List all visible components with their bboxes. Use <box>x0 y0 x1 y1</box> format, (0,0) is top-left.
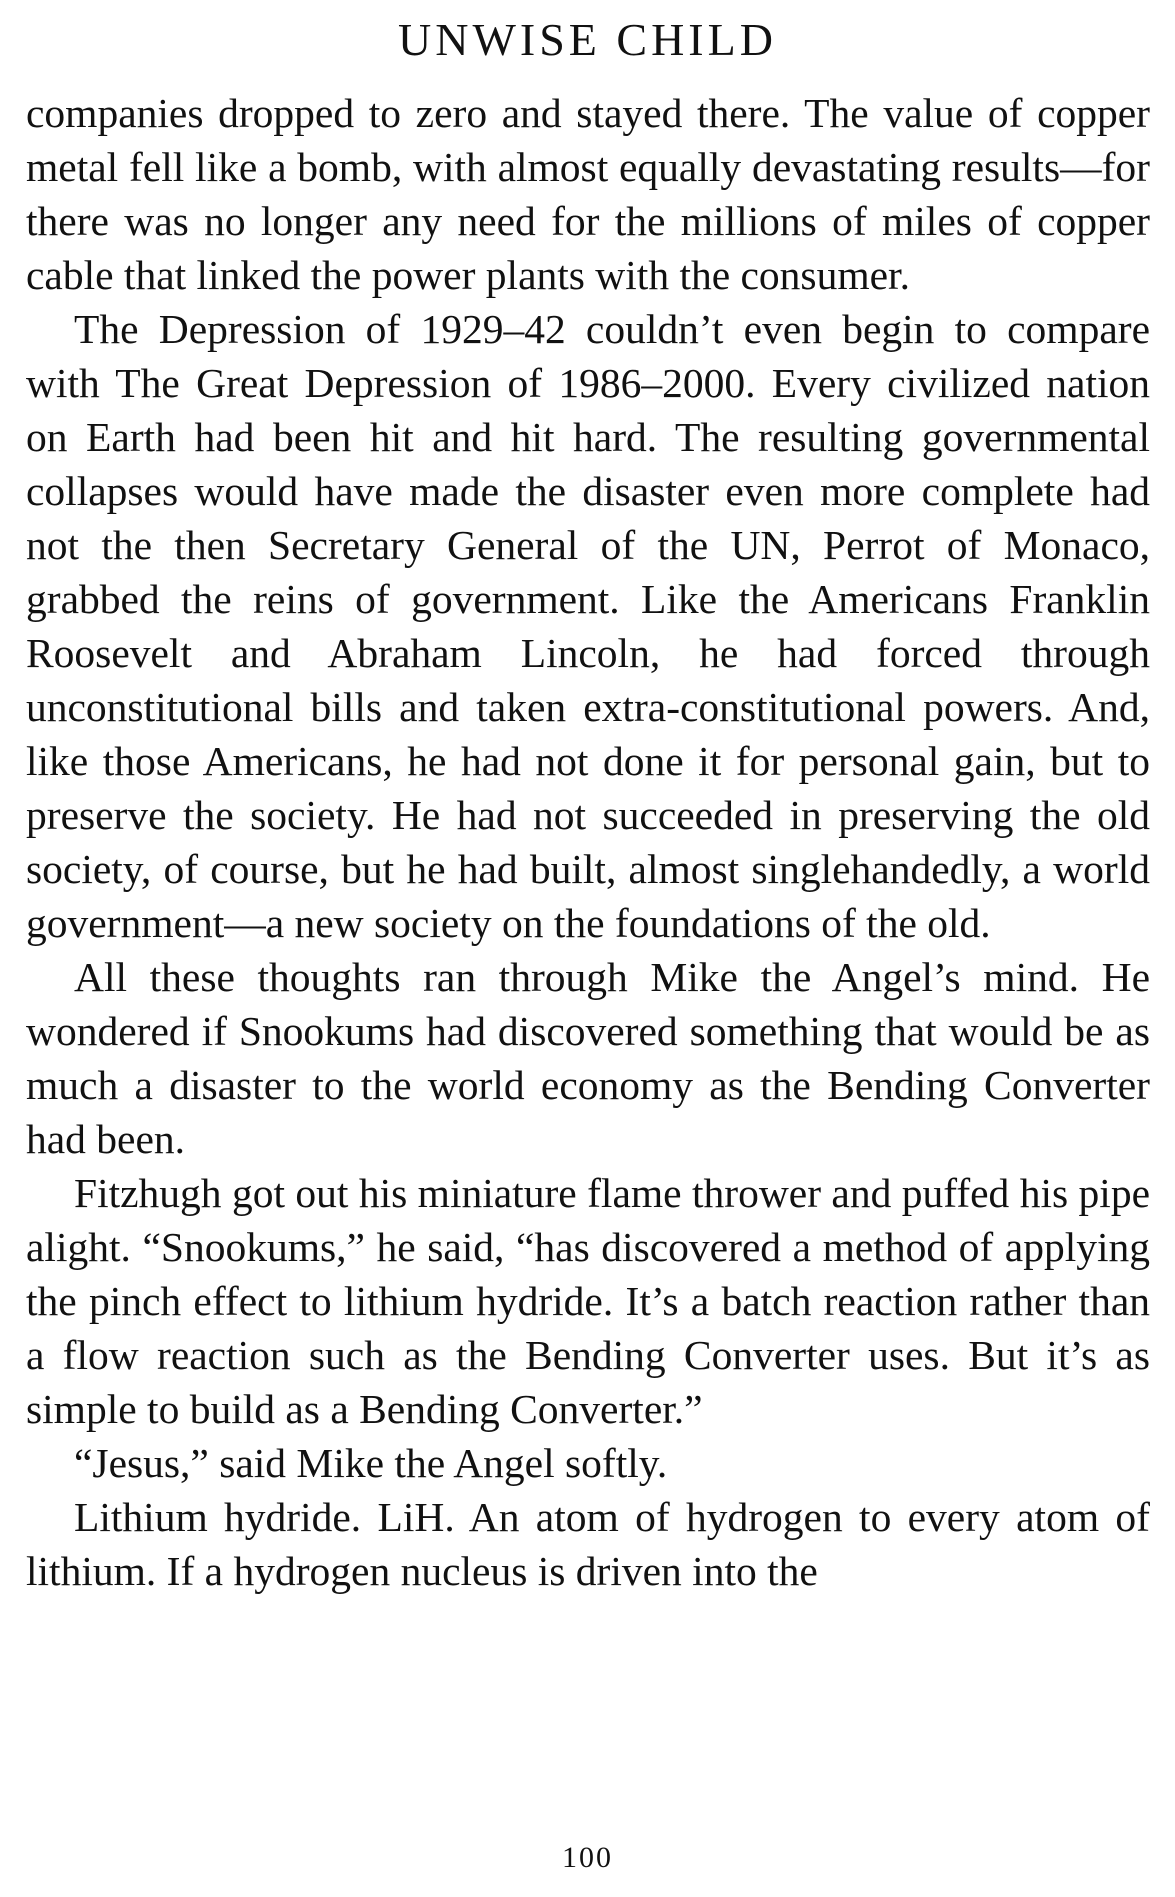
paragraph-mike-thoughts: All these thoughts ran through Mike the Angel’s mind. He wondered if Snookums had discovered something that would be as much a disaster to the world economy as the Bending Converter had been. <box>26 954 1150 1162</box>
paragraph-great-depression: The Depression of 1929–42 couldn’t even begin to compare with The Great Depression of 1986–2000. Every civilized nation on Earth had been hit and hit hard. The resulting governmental collapses would have made the disaster even more complete had not the then Secretary General of the UN, Perrot of Monaco, grabbed the reins of government. Like the Americans Franklin Roosevelt and Abraham Lincoln, he had forced through unconstitutional bills and taken extra-constitutional powers. And, like those Americans, he had not done it for personal gain, but to preserve the society. He had not succeeded in preserving the old society, of course, but he had built, almost singlehandedly, a world government—a new society on the foundations of the old. <box>26 306 1150 946</box>
paragraph-fitzhugh-speech: Fitzhugh got out his miniature flame thrower and puffed his pipe alight. “Snookums,” he said, “has discovered a method of applying the pinch effect to lithium hydride. It’s a batch reaction rather than a flow reaction such as the Bending Converter uses. But it’s as simple to build as a Bending Converter.” <box>26 1170 1150 1432</box>
paragraph-lithium-hydride: Lithium hydride. LiH. An atom of hydrogen to every atom of lithium. If a hydrogen nucleus is driven into the <box>26 1494 1150 1594</box>
paragraph-jesus-reply: “Jesus,” said Mike the Angel softly. <box>74 1440 668 1486</box>
body-text <box>26 86 1150 1598</box>
paragraph-continuation: companies dropped to zero and stayed there. The value of copper metal fell like a bomb, with almost equally devastating results—for there was no longer any need for the millions of miles of copper cable that linked the power plants with the consumer. <box>26 90 1150 298</box>
running-head-title: UNWISE CHILD <box>398 14 777 65</box>
page-number: 100 <box>562 1841 613 1874</box>
